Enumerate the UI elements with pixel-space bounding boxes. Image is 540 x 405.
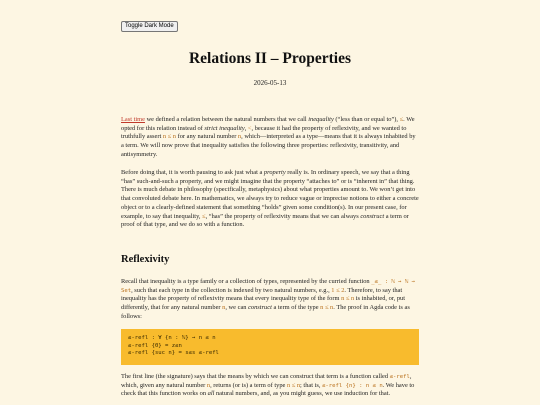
p3-text: , such that each type in the collection is indexed by two natural numbers, e.g., — [131, 286, 332, 294]
math-expr: n ≤ n — [341, 295, 355, 303]
math-var: n — [206, 381, 211, 389]
p1-text: . We opted for this relation instead of — [121, 116, 415, 132]
lt-symbol: < — [247, 124, 252, 132]
code-line: ≤-refl : ∀ {n : ℕ} → n ≤ n — [128, 335, 216, 341]
p3-text: . The proof in Agda code is as follows: — [121, 304, 410, 320]
emph-property: property — [263, 169, 286, 176]
property-paragraph — [121, 169, 419, 230]
math-expr: 1 ≤ 2 — [331, 286, 345, 294]
p1-text: we defined a relation between the natural numbers that we call — [144, 116, 309, 123]
code-line: ≤-refl {suc n} = s≤s ≤-refl — [128, 350, 219, 357]
p1-text: , — [244, 124, 248, 132]
math-expr: n ≤ n — [162, 133, 176, 141]
p3-text: . Therefore, to say that inequality has the property of reflexivity means that every inequality type of the form — [121, 286, 403, 303]
le-symbol: ≤ — [399, 116, 404, 123]
intro-paragraph — [121, 116, 419, 160]
signature-paragraph — [121, 373, 419, 399]
math-expr: n ≤ n — [286, 381, 301, 389]
code-line: ≤-refl {0} = z≤n — [128, 342, 182, 349]
p1-text: , which—interpreted as a type—means that it is always inhabited by a term. We will now prove that inequality satisfies the following three properties: reflexivity, transitivity, and antisymmetry. — [121, 133, 416, 158]
p1-text: (“less than or equal to”), — [333, 116, 400, 123]
p2-text: really is. In ordinary speech, we say that a thing “has” such-and-such a property, and we might imagine that the property “attaches to” or is “inherent in” that thing. There is much debate in philosophy (specifically, metaphysics) about what properties amount to. We won’t get into that convoluted debate here. In mathematics, we always try to reduce vague or imprecise notions to either a concrete object or to a clearly-defined statement that something “holds” given some condition(s). In our present case, for example, to say that inequality, — [121, 169, 419, 220]
p4-text: , returns (or is) a term of type — [210, 381, 287, 389]
emph-construct: construct — [248, 304, 272, 312]
p4-text: , which, given any natural number — [121, 373, 412, 389]
inline-code: _≤_ : ℕ → ℕ → Set — [121, 279, 415, 294]
p2-text: a term or proof of that type, and we do so with a function. — [121, 212, 409, 229]
le-symbol: ≤ — [202, 212, 206, 220]
inline-code: ≤-refl — [389, 374, 410, 380]
emph-all: all — [207, 390, 215, 398]
math-var: n — [222, 304, 226, 312]
code-block — [121, 329, 419, 365]
page-title: Relations II – Properties — [188, 50, 352, 67]
p4-text: ; that is, — [300, 381, 323, 389]
toggle-dark-mode-button[interactable]: Toggle Dark Mode — [121, 21, 178, 32]
math-expr: n ≤ n — [320, 304, 334, 312]
emph-strict: strict inequality — [204, 124, 245, 132]
p4-text: . We have to check that this function works on — [121, 381, 415, 398]
p3-text: a term of the type — [271, 304, 321, 312]
p2-text: , “has” the property of reflexivity means that we can always — [205, 212, 361, 220]
last-time-link[interactable]: Last time — [121, 116, 145, 123]
p3-text: , we can — [225, 304, 249, 312]
section-heading: Reflexivity — [121, 254, 170, 265]
p1-text: for any natural number — [175, 133, 238, 141]
p3-text: is inhabited, or, put differently, that for any natural number — [121, 295, 406, 312]
math-var: n — [237, 133, 242, 141]
p4-text: The first line (the signature) says that the means by which we can construct that term is a function called — [121, 373, 390, 380]
inline-code: ≤-refl {n} : n ≤ n — [322, 382, 383, 389]
emph-construct: construct — [360, 212, 385, 220]
p3-text: Recall that inequality is a type family or a collection of types, represented by the curried function — [121, 278, 372, 285]
reflexivity-paragraph — [121, 278, 419, 322]
p2-text: Before doing that, it is worth pausing to ask just what a — [121, 169, 264, 176]
p1-text: , because it had the property of reflexivity, and we wanted to truthfully assert — [121, 124, 407, 141]
p4-text: natural numbers, and, as you might guess, we use induction for that. — [214, 390, 391, 398]
emph-inequality: inequality — [308, 116, 334, 123]
post-date: 2026-05-13 — [253, 79, 287, 87]
